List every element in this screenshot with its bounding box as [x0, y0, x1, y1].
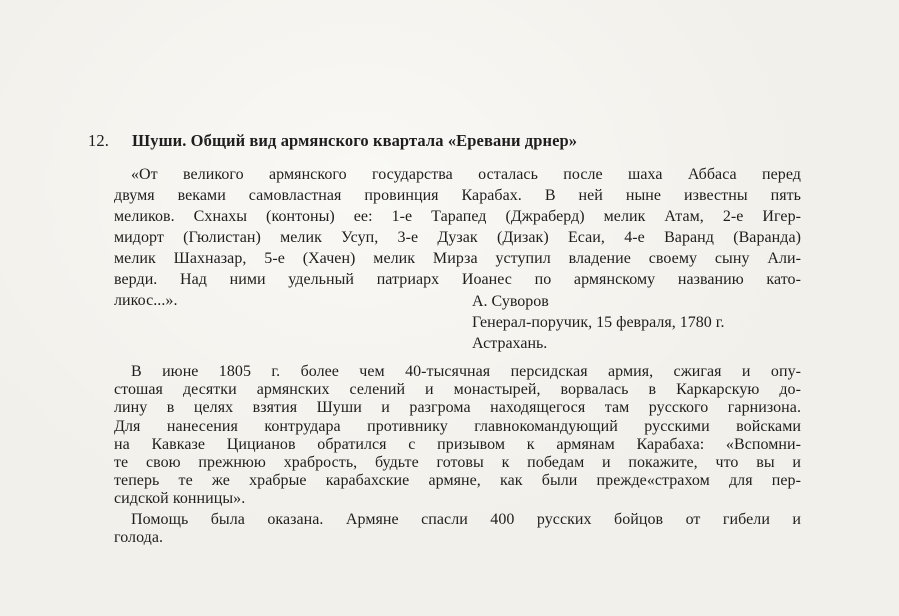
- paragraph-line: теперь те же храбрые карабахские армяне, как были прежде«страхом для пер-: [114, 472, 801, 489]
- signature-position-date: Генерал-поручик, 15 февраля, 1780 г.: [472, 314, 725, 331]
- paragraph-line: голода.: [114, 529, 164, 546]
- section-title: Шуши. Общий вид армянского квартала «Еревани дрнер»: [132, 131, 578, 150]
- paragraph-line: те свою прежнюю храбрость, будьте готовы к победам и покажите, что вы и: [114, 454, 801, 471]
- paragraph-line: на Кавказе Цицианов обратился с призывом к армянам Карабаха: «Вспомни-: [114, 436, 801, 453]
- paragraph-line: стошая десятки армянских селений и монастырей, ворвалась в Каркарскую до-: [114, 381, 801, 398]
- paragraph-line: сидской конницы».: [114, 490, 246, 507]
- paragraph-line: Для нанесения контрудара противнику главнокомандующий русскими войсками: [114, 418, 801, 435]
- quote-line: двумя веками самовластная провинция Карабах. В ней ныне известны пять: [114, 187, 801, 204]
- quote-line: «От великого армянского государства осталась после шаха Аббаса перед: [131, 166, 801, 183]
- quote-line: мидорт (Гюлистан) мелик Усуп, 3-е Дузак (Дизак) Есаи, 4-е Варанд (Варанда): [114, 229, 801, 246]
- quote-line: ликос...».: [114, 292, 178, 309]
- section-number: 12.: [88, 131, 109, 150]
- paragraph-line: В июне 1805 г. более чем 40-тысячная персидская армия, сжигая и опу-: [131, 363, 801, 380]
- section-heading: [88, 131, 577, 151]
- quote-line: мелик Шахназар, 5-е (Хачен) мелик Мирза уступил владение своему сыну Али-: [114, 250, 801, 267]
- paragraph-line: лину в целях взятия Шуши и разгрома находящегося там русского гарнизона.: [114, 399, 801, 416]
- signature-name: А. Суворов: [472, 293, 549, 310]
- quote-line: верди. Над ними удельный патриарх Иоанес по армянскому названию като-: [114, 271, 801, 288]
- paragraph-line: Помощь была оказана. Армяне спасли 400 русских бойцов от гибели и: [131, 511, 801, 528]
- signature-place: Астрахань.: [472, 335, 548, 352]
- quote-line: меликов. Схнахы (контоны) ее: 1-е Тарапед (Джраберд) мелик Атам, 2-е Игер-: [114, 208, 801, 225]
